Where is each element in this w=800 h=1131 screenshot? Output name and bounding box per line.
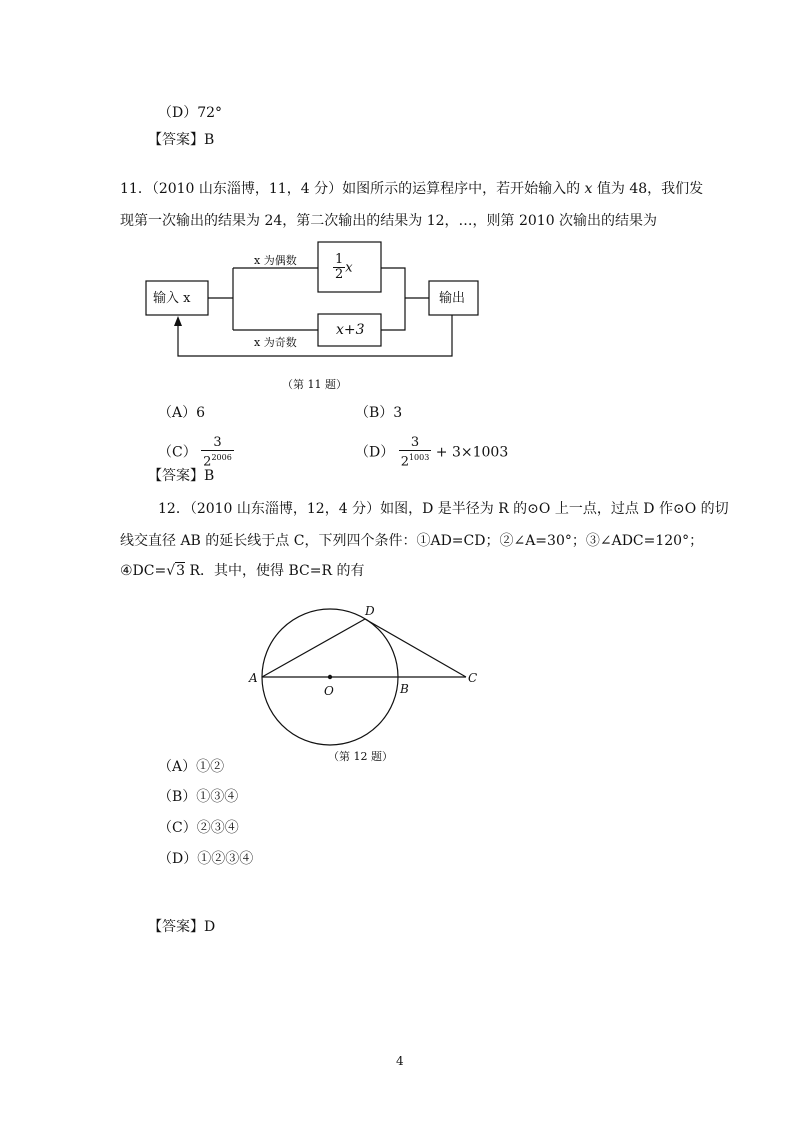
q12-stem-line2: 线交直径 AB 的延长线于点 C，下列四个条件：①AD=CD；②∠A=30°；③∠ADC=120°； [120,533,704,549]
q12-answer: 【答案】D [148,919,216,935]
q12-option-d: （D）①②③④ [158,851,254,867]
flow-odd-label: x 为奇数 [254,336,297,349]
q11-option-a: （A）6 [158,405,206,421]
label-d: D [365,604,375,618]
q10-answer: 【答案】B [148,132,215,148]
q11-option-c: （C） $\frac{3}{2^{2006}}$ [158,435,232,470]
flow-half-expression: $\frac{1}{2}$ x [335,252,353,282]
q12-option-a: （A）①② [158,759,225,775]
q11-stem-line1: 11．（2010 山东淄博，11，4 分）如图所示的运算程序中，若开始输入的 x 值为 48，我们发 [120,181,704,197]
chord-ad [262,619,365,677]
q11-figure-caption: （第 11 题） [282,378,347,391]
page-number: 4 [396,1054,404,1068]
label-a: A [249,671,258,685]
q12-option-b: （B）①③④ [158,789,239,805]
flow-even-label: x 为偶数 [254,254,297,267]
q12-stem-line3: ④DC=√3 R．其中，使得 BC=R 的有 [120,563,365,579]
q11-answer: 【答案】B [148,468,215,484]
q11-stem-line2: 现第一次输出的结果为 24，第二次输出的结果为 12，…，则第 2010 次输出的结果为 [120,213,658,229]
q12-option-c: （C）②③④ [158,820,239,836]
tangent-dc [365,619,466,677]
center-point [328,675,332,679]
flow-input-label: 输入 x [153,291,191,306]
flow-plus3-label: x+3 [336,322,365,338]
q11-option-b: （B）3 [355,405,403,421]
label-o: O [324,684,334,698]
q12-figure-caption: （第 12 题） [328,750,393,763]
q10-option-d: （D）72° [158,105,223,121]
q11-option-d: （D） $\frac{3}{2^{1003}}$ + 3×1003 [355,435,509,470]
flow-output-label: 输出 [439,291,466,306]
label-c: C [468,671,478,685]
label-b: B [400,682,409,696]
q12-stem-line1: 12．（2010 山东淄博，12，4 分）如图，D 是半径为 R 的⊙O 上一点，过点 D 作⊙O 的切 [158,501,729,517]
